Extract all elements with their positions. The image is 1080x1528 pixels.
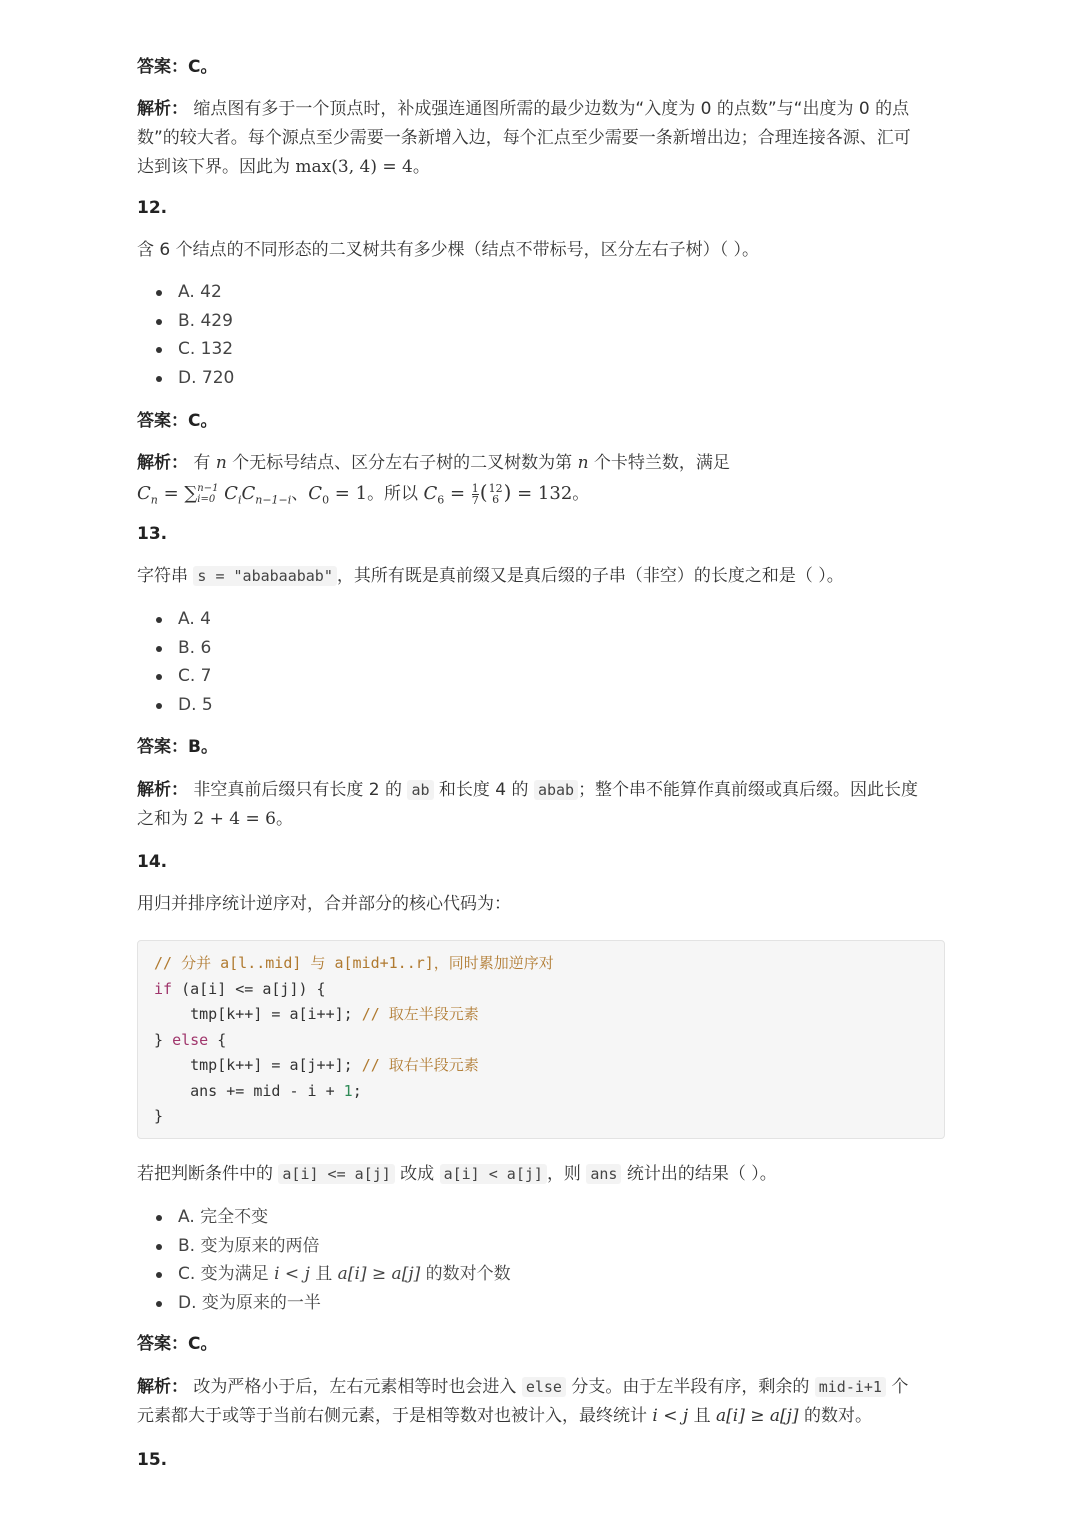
analysis-text-1: 缩点图有多于一个顶点时，补成强连通图所需的最少边数为“入度为 0 的点数”与“出度为 0 的点 <box>193 99 910 119</box>
math-sub: n−1−i <box>255 493 292 507</box>
inline-code: abab <box>534 780 578 800</box>
math-sup: n−1 <box>197 483 219 494</box>
math: C <box>218 483 238 504</box>
option-b: B. 6 <box>137 634 213 663</box>
option-c: C. 7 <box>137 662 213 691</box>
math: = 132 <box>511 483 573 504</box>
code-text: ; <box>352 1081 362 1100</box>
question-number-13: 13. <box>137 524 168 544</box>
math-sub: 6 <box>437 493 445 507</box>
code-number: 1 <box>343 1081 353 1100</box>
binomial-top: 12 <box>488 482 503 495</box>
analysis-text: 有 <box>193 453 216 473</box>
code-text: (a[i] <= a[j]) { <box>172 979 326 998</box>
stem-text: 字符串 <box>137 566 194 586</box>
option-text: C. 变为满足 <box>178 1264 275 1284</box>
fraction-denominator: 7 <box>471 493 479 507</box>
analysis-text: 个无标号结点、区分左右子树的二叉树数为第 <box>226 453 578 473</box>
answer-value: B。 <box>188 737 218 757</box>
answer-label: 答案： <box>137 57 188 77</box>
inline-code: s = "ababaabab" <box>193 566 336 586</box>
inline-code: else <box>522 1377 566 1397</box>
code-text: { <box>208 1030 227 1049</box>
q13-options <box>137 605 213 719</box>
q14-question <box>137 1160 947 1189</box>
analysis-text: 非空真前后缀只有长度 2 的 <box>193 780 408 800</box>
catalan-formula: $C_n$ = ∑ n−1 i=0 $C_iC_{n-1-i}$、$C_0 = 1$。所以 $C_6$ = $\frac{1}{7}$ ( 12 6 ) = 132。 <box>137 480 590 507</box>
code-keyword: if <box>154 979 173 998</box>
analysis-text: 且 <box>688 1406 716 1426</box>
inline-code: ab <box>407 780 433 800</box>
stem-text: 改成 <box>394 1164 440 1184</box>
math-n: n <box>215 453 227 473</box>
q14-analysis <box>137 1373 947 1431</box>
inline-code: mid-i+1 <box>815 1377 886 1397</box>
question-number-12: 12. <box>137 198 168 218</box>
binomial <box>489 483 503 505</box>
math: = <box>444 483 471 504</box>
analysis-text: 之和为 <box>137 809 194 829</box>
option-b: B. 429 <box>137 307 234 336</box>
analysis-math: max(3, 4) = 4 <box>295 157 413 177</box>
answer-label: 答案： <box>137 737 188 757</box>
code-text: tmp[k++] = a[i++]; <box>154 1005 362 1023</box>
code-comment: // 取左半段元素 <box>361 1005 479 1023</box>
math: = 1 <box>329 483 368 504</box>
analysis-text: 分支。由于左半段有序，剩余的 <box>565 1377 815 1397</box>
answer-value: C。 <box>188 1334 218 1354</box>
answer-label: 答案： <box>137 411 188 431</box>
analysis-label: 解析： <box>137 99 188 119</box>
option-math: a[i] ≥ a[j] <box>337 1264 421 1284</box>
code-comment: // 取右半段元素 <box>361 1056 479 1074</box>
math-n: n <box>577 453 589 473</box>
question-number-14: 14. <box>137 852 168 872</box>
code-text: tmp[k++] = a[j++]; <box>154 1056 362 1074</box>
math-sub: n <box>150 493 158 507</box>
option-text: 的数对个数 <box>420 1264 511 1284</box>
option-c <box>137 1260 511 1289</box>
analysis-text: 元素都大于或等于当前右侧元素，于是相等数对也被计入，最终统计 <box>137 1406 653 1426</box>
stem-text: ，则 <box>546 1164 587 1184</box>
option-text: 且 <box>309 1264 338 1284</box>
option-b: B. 变为原来的两倍 <box>137 1232 511 1261</box>
analysis-text-end: 。 <box>275 809 293 829</box>
option-c: C. 132 <box>137 335 234 364</box>
analysis-text-end: 。 <box>412 157 430 177</box>
q13-analysis <box>137 776 947 834</box>
q14-answer <box>137 1330 947 1359</box>
math: C <box>137 483 151 504</box>
math: = ∑ <box>157 483 198 504</box>
option-a: A. 完全不变 <box>137 1203 511 1232</box>
stem-text: 统计出的结果（ ）。 <box>621 1164 777 1184</box>
analysis-text: 个 <box>885 1377 909 1397</box>
code-comment: // 分并 a[l..mid] 与 a[mid+1..r]，同时累加逆序对 <box>154 954 554 972</box>
q14-stem: 用归并排序统计逆序对，合并部分的核心代码为： <box>137 894 511 914</box>
math-sub: 0 <box>322 493 330 507</box>
option-math: i < j <box>274 1264 310 1284</box>
math-sub: i <box>237 493 242 507</box>
math: C <box>241 483 256 504</box>
analysis-text: 个卡特兰数，满足 <box>588 453 730 473</box>
math-sub: i=0 <box>197 494 216 505</box>
fraction <box>472 483 479 506</box>
q13-stem <box>137 562 947 591</box>
q12-analysis <box>137 449 947 509</box>
math-sep: 、 <box>291 484 309 504</box>
code-text: } <box>154 1107 164 1125</box>
inline-code: a[i] <= a[j] <box>278 1164 394 1184</box>
binomial-bottom: 6 <box>492 493 500 506</box>
analysis-label: 解析： <box>137 780 188 800</box>
analysis-label: 解析： <box>137 453 188 473</box>
code-text: } <box>154 1030 173 1049</box>
code-text: ans += mid - i + <box>154 1081 344 1100</box>
analysis-math: i < j <box>652 1406 689 1426</box>
analysis-text: ；整个串不能算作真前缀或真后缀。因此长度 <box>578 780 919 800</box>
math: C <box>308 483 323 504</box>
answer-label: 答案： <box>137 1334 188 1354</box>
code-keyword: else <box>172 1030 209 1049</box>
code-content <box>138 941 944 1140</box>
analysis-text-3: 达到该下界。因此为 <box>137 157 296 177</box>
math: C <box>423 483 438 504</box>
stem-text: ，其所有既是真前缀又是真后缀的子串（非空）的长度之和是（ ）。 <box>336 566 844 586</box>
inline-code: a[i] < a[j] <box>440 1164 547 1184</box>
analysis-label: 解析： <box>137 1377 188 1397</box>
q11-analysis <box>137 95 947 182</box>
question-number-15: 15. <box>137 1450 168 1470</box>
analysis-text: 和长度 4 的 <box>433 780 534 800</box>
inline-code: ans <box>586 1164 621 1184</box>
analysis-text-end: 。 <box>572 484 590 504</box>
analysis-text: 。所以 <box>367 484 424 504</box>
analysis-math: 2 + 4 = 6 <box>193 809 276 829</box>
q14-options <box>137 1203 511 1317</box>
q12-stem: 含 6 个结点的不同形态的二叉树共有多少棵（结点不带标号，区分左右子树）（ ）。 <box>137 240 760 260</box>
option-d: D. 720 <box>137 364 234 393</box>
analysis-text: 改为严格小于后，左右元素相等时也会进入 <box>193 1377 522 1397</box>
option-d: D. 变为原来的一半 <box>137 1289 511 1318</box>
option-a: A. 42 <box>137 278 234 307</box>
answer-value: C。 <box>188 57 218 77</box>
fraction-numerator: 1 <box>471 481 479 495</box>
q11-answer <box>137 53 947 82</box>
stem-text: 若把判断条件中的 <box>137 1164 279 1184</box>
analysis-text: 的数对。 <box>798 1406 872 1426</box>
answer-value: C。 <box>188 411 218 431</box>
code-block <box>137 940 945 1139</box>
analysis-text-2: 数”的较大者。每个源点至少需要一条新增入边，每个汇点至少需要一条新增出边；合理连接各源、汇可 <box>137 128 911 148</box>
q13-answer <box>137 733 947 762</box>
q12-options <box>137 278 234 392</box>
analysis-math: a[i] ≥ a[j] <box>715 1406 799 1426</box>
q12-answer <box>137 407 947 436</box>
option-a: A. 4 <box>137 605 213 634</box>
option-d: D. 5 <box>137 691 213 720</box>
sum-limits <box>197 483 218 505</box>
